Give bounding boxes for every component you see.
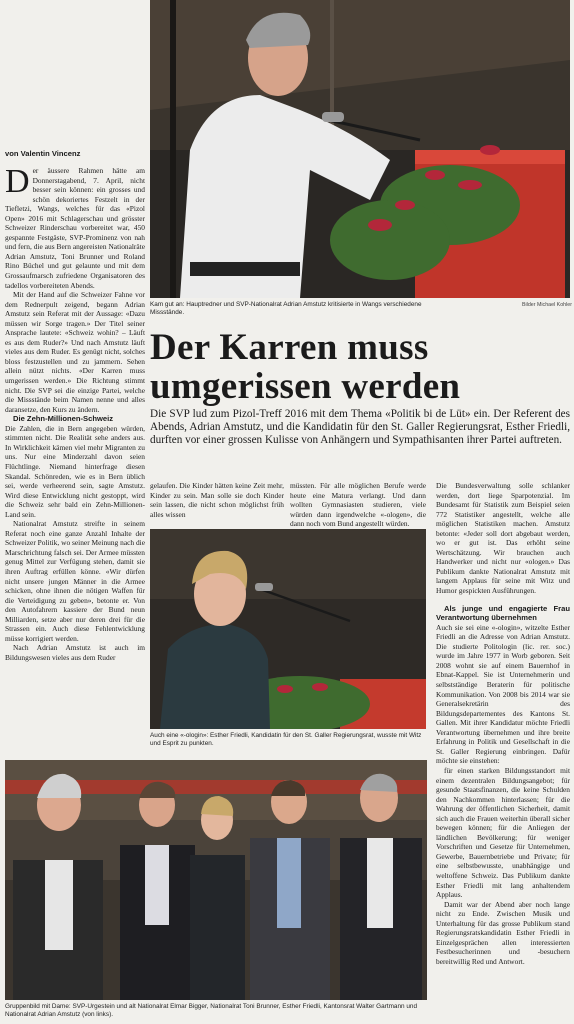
body-paragraph: Die Bundesverwaltung solle schlanker werden, dort liege Sparpotenzial. Im Bundesamt für Statistik zum Beispiel seien 772 Statistiker angestellt, welche alle möglichen Statistiken machen. Amstutz betonte: «Jeder soll dort abgebaut werden, wo er gut ist. Das erhöht seine Wertschätzung. Wir brauchen auch Handwerker und nicht nur «ologen.» Das Publikum dankte Nationalrat Amstutz mit langem Applaus für seine mit Witz und Humor gespickten Ausführungen.	[436, 481, 570, 596]
column-3-text	[290, 481, 426, 529]
friedli-photo-caption: Auch eine «-ologin»: Esther Friedli, Kandidatin für den St. Galler Regierungsrat, wusste mit Witz und Esprit zu punkten.	[150, 732, 422, 747]
headline	[150, 328, 572, 406]
photo-credit: Bilder Michael Kohler	[521, 302, 572, 308]
group-photo	[5, 760, 427, 1000]
subhead-zehn-millionen: Die Zehn-Millionen-Schweiz	[13, 414, 113, 424]
speaker-photo-caption: Kam gut an: Hauptredner und SVP-Nationalrat Adrian Amstutz kritisierte in Wangs verschiedene Missstände.	[150, 301, 422, 316]
column-2-text	[150, 481, 284, 519]
headline-line-2: umgerissen werden	[150, 366, 461, 407]
author-byline: von Valentin Vincenz	[5, 149, 81, 158]
headline-line-1: Der Karren muss	[150, 327, 429, 368]
lead-paragraph: Die SVP lud zum Pizol-Treff 2016 mit dem Thema «Politik bi de Lüt» ein. Der Referent des Abends, Adrian Amstutz, und die Kandidatin für den St. Galler Regierungsrat, Esther Friedli, durften vor einer grossen Kulisse von Anhängern und Sympathisanten ihrer Partei auftreten.	[150, 408, 570, 447]
column-4-text	[436, 481, 570, 966]
group-photo-caption: Gruppenbild mit Dame: SVP-Urgestein und alt Nationalrat Elmar Bigger, Nationalrat Toni Brunner, Esther Friedli, Kantonsrat Walter Gartmann und Nationalrat Adrian Amstutz (von links).	[5, 1003, 418, 1018]
intro-paragraph: Mit der Hand auf die Schweizer Fahne vor dem Rednerpult zeigend, begann Adrian Amstutz sein Referat mit der Aussage: «Dazu müssen wir Sorge tragen.» Der Titel seiner Ansprache lautete: «Schweiz wohin? – Läuft es aus dem Ruder?» Und nach Amstutz läuft vieles aus dem Ruder. Es genügt nicht, solches bloss festzustellen und zu jammern. Sehen allein nützt nichts. «Der Karren muss umgerissen werden.» Die Richtung stimmt nicht. Die SVP sei die einzige Partei, welche die Missstände beim Namen nenne und alles daransetze, den Kurs zu ändern.	[5, 290, 145, 414]
body-paragraph: gelaufen. Die Kinder hätten keine Zeit mehr, Kinder zu sein. Man solle sie doch Kinder sein lassen, die nicht schon möglichst früh alles wissen	[150, 481, 284, 519]
subhead-junge-frau: Als junge und engagierte Frau Verantwortung übernehmen	[436, 603, 570, 623]
speaker-photo	[150, 0, 570, 298]
body-paragraph: Damit war der Abend aber noch lange nicht zu Ende. Zwischen Musik und Unterhaltung für das grosse Publikum stand Regierungsratskandidatin Esther Friedli in Einzelgesprächen allen interessierten Festbesucherinnen und -besuchern bereitwillig Red und Antwort.	[436, 899, 570, 966]
dropcap-letter: D	[5, 163, 30, 200]
body-paragraph: Die Zahlen, die in Bern angegeben würden, stimmten nicht. Die Realität sehe anders aus. In Wirklichkeit kämen viel mehr Migranten zu uns. Nur eine Minderzahl davon seien Flüchtlinge. Niemand hinterfrage diesen Skandal. Schönreden, wie es in Bern üblich sei, werde verheerend sein, sagte Amstutz. Wird diese Entwicklung nicht gestoppt, wird die Schweiz sehr bald ein Zehn-Millionen-Land sein.	[5, 423, 145, 519]
body-paragraph: müssten. Für alle möglichen Berufe werde heute eine Matura verlangt. Und dann wollten Gymnasiasten studieren, viele würden dann irgendwelche «-ologen», die dann noch vom Bund angestellt würden.	[290, 481, 426, 529]
intro-paragraph: er äussere Rahmen hätte am Donnerstagabend, 7. April, nicht besser sein können: ein grosses und schön dekoriertes Festzelt in der Tiefletzi, Wangs, welches für das «Pizol Open» 2016 mit Schlagerschau und grösster Schweizer Rinderschau vorbereitet war, 450 gespannte Festgäste, SVP-Prominenz von nah und fern, die aus Bern angereisten Nationalräte Adrian Amstutz, Toni Brunner und Roland Rino Büchel und gut gelaunte und mit dem Grossaufmarsch zufriedene Organisatoren des tadellos vorbereiteten Abends.	[5, 166, 145, 290]
intro-column	[5, 163, 145, 662]
body-paragraph: für einen starken Bildungsstandort mit einem dezentralen Bildungsangebot; für gesunde Staatsfinanzen, die keine Schulden den Nachkommen hinterlassen; für die Wahrung der öffentlichen Sicherheit, damit sich auch die Frauen weiterhin überall sicher bewegen können; für die Anliegen der ländlichen Bevölkerung; für weniger Vorschriften und Gesetze für Unternehmen, Gewerbe, Bauernbetriebe und Private; für eine selbstbewusste, unabhängige und weltoffene Schweiz. Das Publikum dankte Esther Friedli mit lang anhaltendem Applaus.	[436, 765, 570, 900]
friedli-photo	[150, 529, 426, 729]
body-paragraph: Auch sie sei eine «-ologin», witzelte Esther Friedli an die Adresse von Adrian Amstutz. Die studierte Politologin (lic. rer. soc.) wurde im Jahre 1977 in Worb geboren. Seit 2008 wohnt sie auf einem Bauernhof in Ebnat-Kappel. Sie ist Unternehmerin und selbstständige Beraterin für politische Kommunikation. Von 2008 bis 2014 war sie Generalsekretärin des Bildungsdepartementes des Kantons St. Gallen. Mit ihrer Kandidatur möchte Friedli Verantwortung übernehmen und ihre breite Erfahrung in Politik und Gesellschaft in die St. Galler Regierung einbringen. Dafür möchte sie einstehen:	[436, 622, 570, 766]
body-paragraph: Nationalrat Amstutz streifte in seinem Referat noch eine ganze Anzahl Inhalte der Schweizer Politik, wo seiner Meinung nach die Marschrichtung falsch sei. Der Armee müssten genug Mittel zur Verfügung stehen, damit sie ihren Auftrag erfüllen könne. «Wir dürfen nicht unsere jungen Männer in die Armee schicken, ohne ihnen die nötigen Waffen für die Verteidigung zu geben», betonte er. Von den Autofahrern kassiere der Bund neun Milliarden, setze aber nur deren drei für die Strassen ein. Auch diese Fehlentwicklung müsse korrigiert werden.	[5, 519, 145, 643]
body-paragraph: Nach Adrian Amstutz ist auch im Bildungswesen vieles aus dem Ruder	[5, 643, 145, 662]
